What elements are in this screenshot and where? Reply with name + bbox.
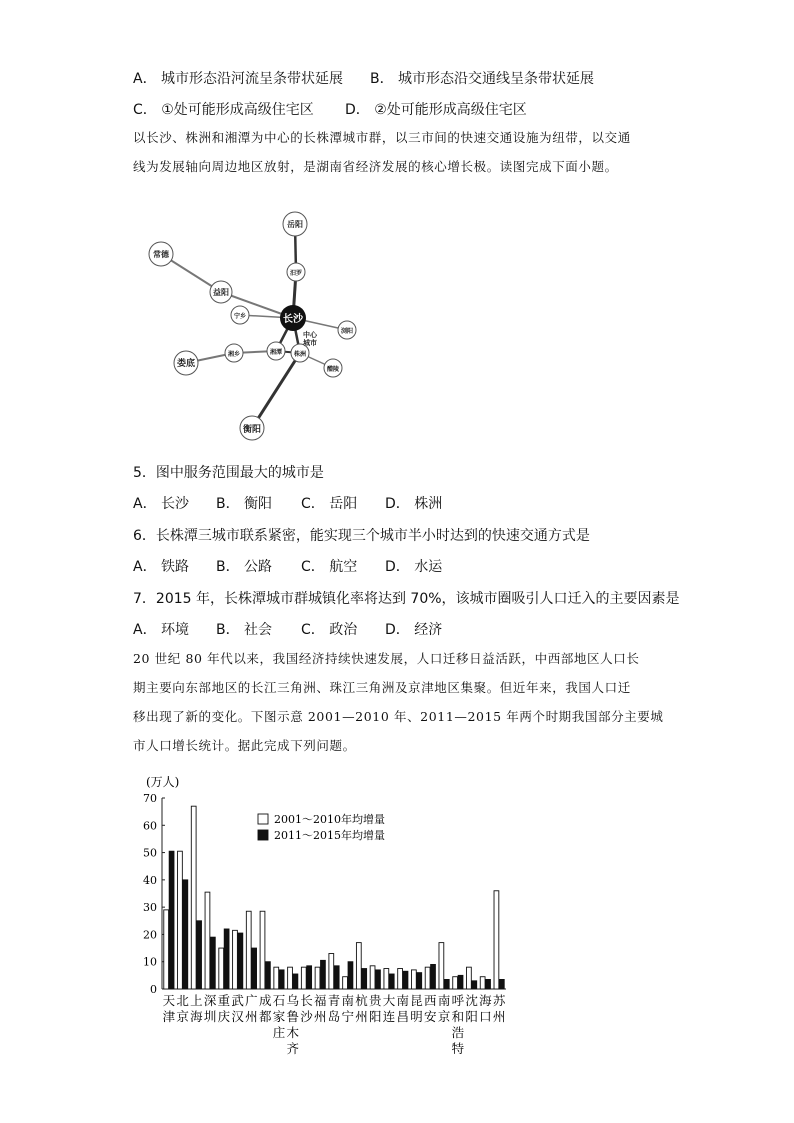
bar-2001-2010 xyxy=(274,967,279,989)
q5-stem: 5．图中服务范围最大的城市是 xyxy=(133,465,324,481)
x-tick-label: 西 xyxy=(424,993,437,1008)
label-yueyang: 岳阳 xyxy=(287,220,303,229)
q7-option-c[interactable]: C． 政治 xyxy=(301,622,358,638)
x-tick-label: 州 xyxy=(313,1009,327,1024)
x-tick-label: 阳 xyxy=(369,1009,382,1024)
x-tick-label: 浩 xyxy=(451,1025,465,1040)
x-tick-label: 青 xyxy=(327,993,341,1008)
intro2-line: 期主要向东部地区的长江三角洲、珠江三角洲及京津地区集聚。但近年来，我国人口迁 xyxy=(133,680,631,695)
bar-2011-2015 xyxy=(210,937,215,989)
bar-2011-2015 xyxy=(238,933,243,989)
x-tick-label: 齐 xyxy=(286,1041,299,1056)
bar-2011-2015 xyxy=(307,966,312,989)
q4-option-a[interactable]: A． 城市形态沿河流呈条带状延展 xyxy=(133,71,344,87)
intro2-line: 市人口增长统计。据此完成下列问题。 xyxy=(133,738,356,753)
bar-2001-2010 xyxy=(384,969,389,989)
q7-stem: 7．2015 年，长株潭城市群城镇化率将达到 70%，该城市圈吸引人口迁入的主要因素是 xyxy=(133,591,680,607)
q4-option-b[interactable]: B． 城市形态沿交通线呈条带状延展 xyxy=(370,71,595,87)
x-tick-label: 阳 xyxy=(465,1009,478,1024)
q7-option-d[interactable]: D． 经济 xyxy=(385,622,443,638)
bar-2001-2010 xyxy=(301,967,306,989)
bar-2011-2015 xyxy=(431,964,436,989)
intro2-line: 移出现了新的变化。下图示意 2001—2010 年、2011—2015 年两个时期我国部分主要城 xyxy=(133,709,664,724)
y-tick-label: 10 xyxy=(143,955,157,969)
label-liuyang: 浏阳 xyxy=(340,328,354,335)
label-liling: 醴陵 xyxy=(326,366,340,373)
x-tick-label: 成 xyxy=(258,993,272,1008)
bar-2001-2010 xyxy=(288,967,293,989)
intro1-line: 以长沙、株洲和湘潭为中心的长株潭城市群，以三市间的快速交通设施为纽带，以交通 xyxy=(133,130,631,145)
bar-2011-2015 xyxy=(279,970,284,989)
q6-option-c[interactable]: C． 航空 xyxy=(301,559,358,575)
y-tick-label: 20 xyxy=(143,928,157,942)
bar-2001-2010 xyxy=(164,910,169,989)
x-tick-label: 呼 xyxy=(451,993,465,1008)
bar-2001-2010 xyxy=(411,970,416,989)
bar-2001-2010 xyxy=(205,892,210,989)
bar-2001-2010 xyxy=(219,948,224,989)
x-tick-label: 广 xyxy=(245,993,258,1008)
bar-2011-2015 xyxy=(197,921,202,989)
bar-2011-2015 xyxy=(348,962,353,989)
label-loudi: 娄底 xyxy=(176,359,196,369)
q5-option-d[interactable]: D． 株洲 xyxy=(385,496,443,512)
bar-2011-2015 xyxy=(334,966,339,989)
intro2-line: 20 世纪 80 年代以来，我国经济持续快速发展，人口迁移日益活跃，中西部地区人口长 xyxy=(133,651,640,666)
bar-2011-2015 xyxy=(376,970,381,989)
y-axis-label: (万人) xyxy=(146,775,180,789)
x-tick-label: 家 xyxy=(272,1009,286,1024)
bar-2011-2015 xyxy=(389,974,394,989)
label-center-note-1: 中心 xyxy=(303,331,317,339)
y-tick-label: 60 xyxy=(143,819,157,833)
bar-2001-2010 xyxy=(480,977,485,989)
x-tick-label: 木 xyxy=(286,1025,299,1040)
x-tick-label: 和 xyxy=(451,1009,465,1024)
x-tick-label: 武 xyxy=(231,993,244,1008)
x-tick-label: 昌 xyxy=(396,1009,410,1024)
bar-2011-2015 xyxy=(403,971,408,989)
intro-paragraph-2 xyxy=(133,644,663,760)
bar-2011-2015 xyxy=(444,979,449,989)
y-tick-label: 0 xyxy=(150,983,157,996)
label-changde: 常德 xyxy=(153,250,169,259)
legend-label-2011-2015: 2011～2015年均增量 xyxy=(274,829,385,842)
x-tick-label: 津 xyxy=(162,1009,176,1024)
q6-stem: 6．长株潭三城市联系紧密，能实现三个城市半小时达到的快速交通方式是 xyxy=(133,528,590,544)
x-tick-label: 岛 xyxy=(327,1009,341,1024)
bar-2011-2015 xyxy=(169,851,174,989)
x-tick-label: 京 xyxy=(437,1009,451,1024)
label-xiangxiang: 湘乡 xyxy=(227,351,241,358)
bar-2011-2015 xyxy=(183,880,188,989)
link-zhuzhou-hengyang xyxy=(252,353,300,428)
bar-2011-2015 xyxy=(458,975,463,989)
bar-2001-2010 xyxy=(398,969,403,989)
bar-2001-2010 xyxy=(233,930,238,989)
y-tick-label: 30 xyxy=(143,901,157,915)
label-yiyang: 益阳 xyxy=(213,288,229,297)
bar-2011-2015 xyxy=(417,973,422,989)
label-ningxiang: 宁乡 xyxy=(233,313,247,320)
bar-2001-2010 xyxy=(329,954,334,989)
label-center-note-2: 城市 xyxy=(303,339,317,347)
bar-2001-2010 xyxy=(260,911,265,989)
bar-2011-2015 xyxy=(362,969,367,989)
x-tick-label: 圳 xyxy=(203,1009,217,1024)
x-tick-label: 庄 xyxy=(272,1025,286,1040)
bar-2001-2010 xyxy=(343,977,348,989)
x-tick-label: 汉 xyxy=(231,1009,244,1024)
x-tick-label: 昆 xyxy=(410,993,423,1008)
x-tick-label: 天 xyxy=(162,993,176,1008)
bar-2001-2010 xyxy=(191,806,196,989)
x-tick-label: 杭 xyxy=(355,993,368,1008)
x-tick-label: 海 xyxy=(479,993,492,1008)
bar-2001-2010 xyxy=(453,977,458,989)
bar-2011-2015 xyxy=(224,929,229,989)
bar-2011-2015 xyxy=(486,979,491,989)
q6-option-b[interactable]: B． 公路 xyxy=(216,559,273,575)
x-tick-label: 长 xyxy=(300,993,313,1008)
label-hengyang: 衡阳 xyxy=(242,425,262,435)
x-tick-label: 州 xyxy=(355,1009,368,1024)
bar-2001-2010 xyxy=(467,967,472,989)
bar-2001-2010 xyxy=(425,967,430,989)
label-xiangtan: 湘潭 xyxy=(269,349,283,356)
legend-swatch-2001-2010 xyxy=(258,814,268,824)
bar-2011-2015 xyxy=(266,962,271,989)
y-tick-label: 40 xyxy=(143,873,157,887)
q5-option-c[interactable]: C． 岳阳 xyxy=(301,496,358,512)
x-tick-label: 贵 xyxy=(369,993,382,1008)
x-tick-label: 连 xyxy=(382,1009,396,1024)
q7-option-a[interactable]: A． 环境 xyxy=(133,622,190,638)
x-tick-label: 重 xyxy=(217,993,231,1008)
x-tick-label: 安 xyxy=(424,1009,437,1024)
bar-2001-2010 xyxy=(315,967,320,989)
x-tick-label: 特 xyxy=(451,1041,465,1056)
x-tick-label: 京 xyxy=(176,1009,189,1024)
label-miluo: 汨罗 xyxy=(289,270,303,277)
x-tick-label: 鲁 xyxy=(286,1009,299,1024)
x-tick-label: 大 xyxy=(382,993,396,1008)
bar-2011-2015 xyxy=(252,948,257,989)
x-tick-label: 福 xyxy=(313,993,327,1008)
y-tick-label: 50 xyxy=(143,846,157,860)
bar-2001-2010 xyxy=(356,943,361,989)
label-zhuzhou: 株洲 xyxy=(293,351,307,358)
x-tick-label: 明 xyxy=(410,1009,423,1024)
bar-2001-2010 xyxy=(246,911,251,989)
x-tick-label: 都 xyxy=(258,1009,272,1024)
bar-2001-2010 xyxy=(494,891,499,989)
q5-option-a[interactable]: A． 长沙 xyxy=(133,496,190,512)
bar-2011-2015 xyxy=(321,960,326,989)
bar-2001-2010 xyxy=(370,966,375,989)
x-tick-label: 沙 xyxy=(300,1009,313,1024)
x-tick-label: 庆 xyxy=(217,1009,231,1024)
x-tick-label: 北 xyxy=(176,993,189,1008)
x-tick-label: 乌 xyxy=(286,993,299,1008)
y-tick-label: 70 xyxy=(143,792,157,805)
intro-paragraph-1 xyxy=(133,123,663,181)
x-tick-label: 南 xyxy=(396,993,410,1008)
x-tick-label: 州 xyxy=(245,1009,258,1024)
bar-2001-2010 xyxy=(439,943,444,989)
x-tick-label: 南 xyxy=(341,993,355,1008)
q7-option-b[interactable]: B． 社会 xyxy=(216,622,273,638)
q4-option-c[interactable]: C． ①处可能形成高级住宅区 xyxy=(133,102,314,118)
x-tick-label: 宁 xyxy=(341,1009,355,1024)
x-tick-label: 海 xyxy=(190,1009,203,1024)
q6-option-d[interactable]: D． 水运 xyxy=(385,559,443,575)
x-tick-label: 苏 xyxy=(492,993,506,1008)
label-changsha: 长沙 xyxy=(283,314,303,325)
population-growth-chart xyxy=(130,770,530,1060)
q6-option-a[interactable]: A． 铁路 xyxy=(133,559,190,575)
city-network-map xyxy=(140,205,370,450)
bar-2011-2015 xyxy=(293,974,298,989)
q5-option-b[interactable]: B． 衡阳 xyxy=(216,496,273,512)
bar-2011-2015 xyxy=(472,981,477,989)
x-tick-label: 深 xyxy=(203,993,217,1008)
legend-label-2001-2010: 2001～2010年均增量 xyxy=(274,813,385,826)
bar-2011-2015 xyxy=(499,979,504,989)
x-tick-label: 南 xyxy=(437,993,451,1008)
intro1-line: 线为发展轴向周边地区放射，是湖南省经济发展的核心增长极。读图完成下面小题。 xyxy=(133,159,618,174)
x-tick-label: 沈 xyxy=(465,993,478,1008)
q4-option-d[interactable]: D． ②处可能形成高级住宅区 xyxy=(345,102,527,118)
x-tick-label: 口 xyxy=(479,1009,492,1024)
x-tick-label: 上 xyxy=(190,993,203,1008)
x-tick-label: 州 xyxy=(492,1009,506,1024)
x-tick-label: 石 xyxy=(272,993,286,1008)
legend-swatch-2011-2015 xyxy=(258,830,268,840)
bar-2001-2010 xyxy=(178,851,183,989)
